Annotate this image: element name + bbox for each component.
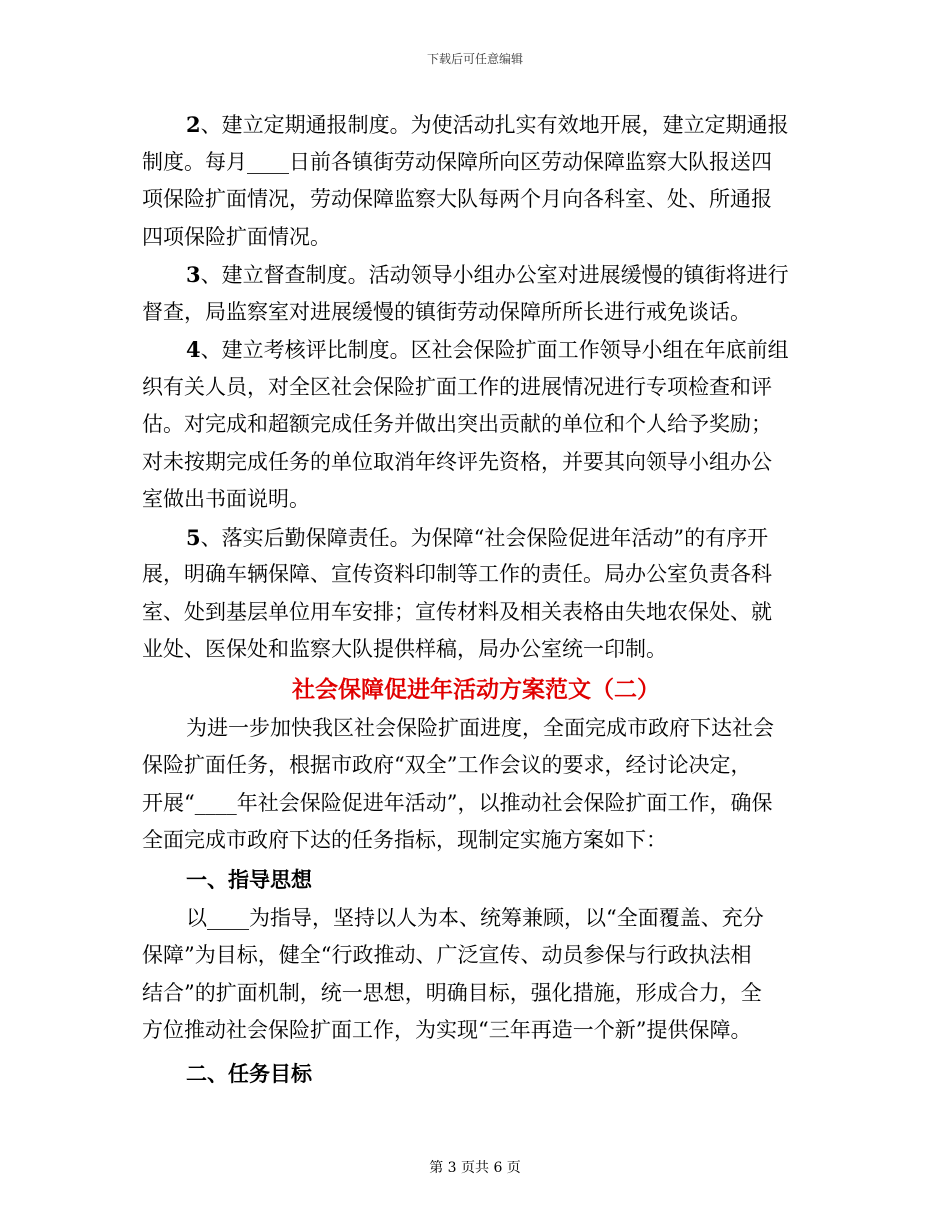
page-header: 下载后可任意编辑 xyxy=(426,52,523,66)
section-heading: 一、指导思想 xyxy=(186,866,312,892)
paragraph-line: 为进一步加快我区社会保险扩面进度，全面完成市政府下达社会 xyxy=(186,715,774,740)
paragraph-line: 督查，局监察室对进展缓慢的镇街劳动保障所所长进行戒免谈话。 xyxy=(142,299,751,324)
document-body xyxy=(142,106,810,1096)
paragraph-line xyxy=(142,106,810,144)
paragraph-line: 结合”的扩面机制，统一思想，明确目标，强化措施，形成合力，全 xyxy=(142,980,762,1005)
paragraph-line: 室、处到基层单位用车安排；宣传材料及相关表格由失地农保处、就 xyxy=(142,599,772,624)
line-text: 、建立督查制度。活动领导小组办公室对进展缓慢的镇街将进行 xyxy=(200,263,789,287)
item-number: 4 xyxy=(186,337,201,362)
paragraph-line: 全面完成市政府下达的任务指标，现制定实施方案如下： xyxy=(142,828,667,852)
paragraph-line xyxy=(142,256,810,294)
section-heading: 二、任务目标 xyxy=(186,1060,312,1086)
paragraph-line: 四项保险扩面情况。 xyxy=(142,224,331,249)
paragraph-line xyxy=(142,331,810,369)
paragraph-line: 展，明确车辆保障、宣传资料印制等工作的责任。局办公室负责各科 xyxy=(142,562,772,586)
page-footer: 第 3 页共 6 页 xyxy=(429,1160,521,1176)
paragraph-line: 估。对完成和超额完成任务并做出突出贡献的单位和个人给予奖励； xyxy=(142,412,772,436)
paragraph-line: 保险扩面任务，根据市政府“双全”工作会议的要求，经讨论决定， xyxy=(142,753,752,777)
line-text: 、建立定期通报制度。为使活动扎实有效地开展，建立定期通报 xyxy=(200,113,789,137)
paragraph-line: 业处、医保处和监察大队提供样稿，局办公室统一印制。 xyxy=(142,637,667,661)
paragraph-line xyxy=(142,519,810,557)
paragraph-line: 项保险扩面情况，劳动保障监察大队每两个月向各科室、处、所通报 xyxy=(142,187,772,211)
paragraph-line: 开展“____年社会保险促进年活动”，以推动社会保险扩面工作，确保 xyxy=(142,790,773,815)
paragraph-line: 以____为指导，坚持以人为本、统筹兼顾，以“全面覆盖、充分 xyxy=(186,905,764,930)
paragraph-line: 织有关人员，对全区社会保险扩面工作的进展情况进行专项检查和评 xyxy=(142,374,772,399)
paragraph-line: 室做出书面说明。 xyxy=(142,487,310,511)
paragraph-line: 制度。每月____日前各镇街劳动保障所向区劳动保障监察大队报送四 xyxy=(142,149,772,174)
section-title: 社会保障促进年活动方案范文（二） xyxy=(292,675,660,703)
paragraph-line: 方位推动社会保险扩面工作，为实现“三年再造一个新”提供保障。 xyxy=(142,1018,752,1042)
paragraph-line: 对未按期完成任务的单位取消年终评先资格，并要其向领导小组办公 xyxy=(142,449,772,474)
paragraph-line: 保障”为目标，健全“行政推动、广泛宣传、动员参保与行政执法相 xyxy=(142,943,752,967)
line-text: 、落实后勤保障责任。为保障“社会保险促进年活动”的有序开 xyxy=(200,525,769,550)
line-text: 、建立考核评比制度。区社会保险扩面工作领导小组在年底前组 xyxy=(200,338,789,362)
item-number: 2 xyxy=(186,112,201,137)
item-number: 5 xyxy=(186,524,201,550)
item-number: 3 xyxy=(186,262,201,287)
